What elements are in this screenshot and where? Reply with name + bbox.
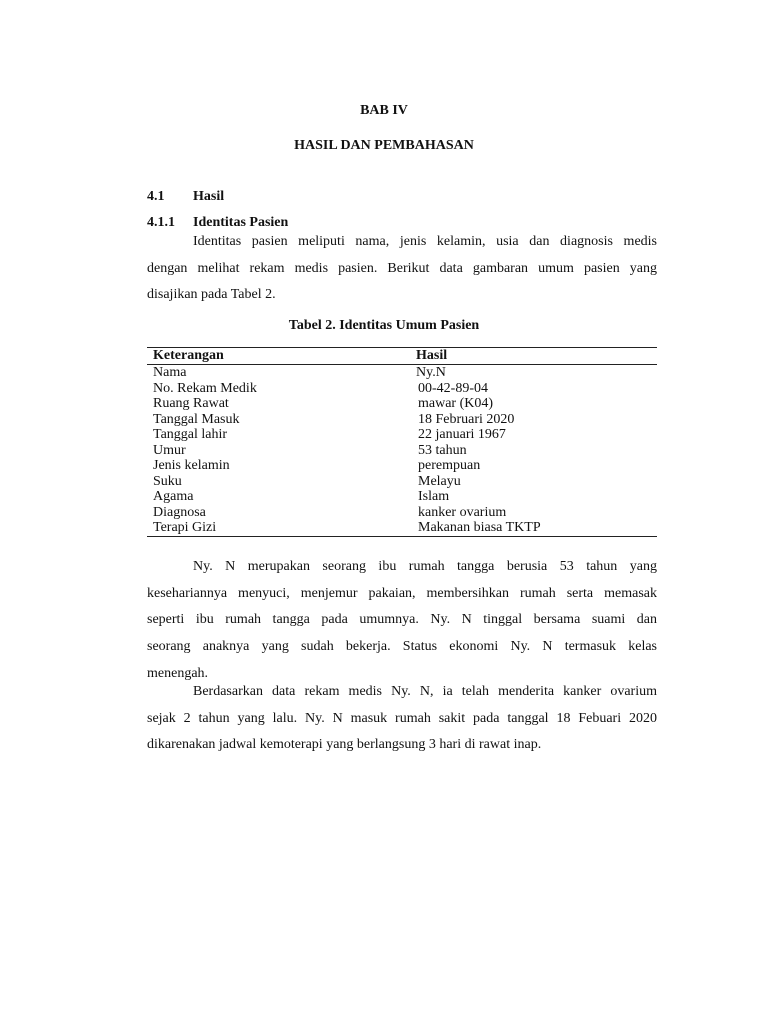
table-row	[147, 427, 657, 443]
table-cell-label: Diagnosa	[153, 504, 206, 520]
paragraph-line: dengan melihat rekam medis pasien. Berikut data gambaran umum pasien yang	[147, 260, 657, 276]
table-header-row	[147, 348, 657, 365]
paragraph-line: Berdasarkan data rekam medis Ny. N, ia telah menderita kanker ovarium	[193, 684, 657, 699]
paragraph-line: dikarenakan jadwal kemoterapi yang berlangsung 3 hari di rawat inap.	[147, 737, 542, 753]
table-row	[147, 412, 657, 428]
intro-paragraph	[147, 229, 657, 309]
table-cell-value: Ny.N	[416, 365, 446, 380]
table-cell-label: Nama	[153, 365, 187, 380]
table-cell-value: 22 januari 1967	[418, 427, 506, 442]
paragraph-1	[147, 554, 657, 687]
table-cell-label: No. Rekam Medik	[153, 380, 257, 396]
table-row	[147, 520, 657, 536]
table-row	[147, 489, 657, 505]
table-cell-label: Agama	[153, 489, 194, 504]
table-cell-label: Suku	[153, 473, 182, 489]
table-row	[147, 396, 657, 412]
table-cell-value: Makanan biasa TKTP	[410, 520, 657, 536]
table-cell-value: 00-42-89-04	[418, 380, 488, 396]
table-cell-value: perempuan	[418, 458, 481, 473]
table-row	[147, 474, 657, 490]
chapter-title: HASIL DAN PEMBAHASAN	[294, 138, 474, 153]
patient-identity-table	[147, 347, 657, 537]
table-cell-value: Islam	[418, 489, 450, 504]
table-cell-value: kanker ovarium	[418, 504, 507, 520]
paragraph-line: seorang anaknya yang sudah bekerja. Status ekonomi Ny. N termasuk kelas	[147, 639, 657, 655]
table-cell-value: 18 Februari 2020	[418, 411, 515, 427]
section-title: Hasil	[193, 189, 225, 204]
table-cell-value: 53 tahun	[418, 442, 467, 458]
paragraph-line: disajikan pada Tabel 2.	[147, 287, 276, 303]
table-row	[147, 381, 657, 397]
table-cell-value: Melayu	[418, 473, 461, 489]
table-caption: Tabel 2. Identitas Umum Pasien	[288, 318, 480, 333]
table-row	[147, 505, 657, 521]
paragraph-line: seperti ibu rumah tangga pada umumnya. Ny. N tinggal bersama suami dan	[147, 612, 657, 628]
section-number: 4.1	[147, 189, 165, 204]
table-header-cell: Keterangan	[147, 348, 410, 365]
table-row	[147, 458, 657, 474]
paragraph-2	[147, 679, 657, 759]
table-cell-label: Terapi Gizi	[147, 520, 410, 536]
table-cell-label: Umur	[153, 442, 186, 458]
table-row	[147, 443, 657, 459]
subsection-number: 4.1.1	[147, 215, 175, 230]
chapter-heading: BAB IV	[360, 103, 408, 118]
table-cell-label: Jenis kelamin	[153, 458, 230, 473]
table-cell-label: Ruang Rawat	[153, 396, 229, 411]
paragraph-line: Identitas pasien meliputi nama, jenis kelamin, usia dan diagnosis medis	[193, 234, 657, 249]
paragraph-line: Ny. N merupakan seorang ibu rumah tangga berusia 53 tahun yang	[193, 559, 657, 574]
table-header-cell: Hasil	[410, 348, 657, 365]
table-cell-label: Tanggal Masuk	[153, 411, 240, 427]
table-cell-label: Tanggal lahir	[153, 427, 228, 442]
paragraph-line: menengah.	[147, 665, 209, 681]
subsection-title: Identitas Pasien	[193, 215, 289, 230]
paragraph-line: kesehariannya menyuci, menjemur pakaian, membersihkan rumah serta memasak	[147, 585, 657, 601]
table-row	[147, 365, 657, 381]
table-cell-value: mawar (K04)	[418, 396, 494, 411]
paragraph-line: sejak 2 tahun yang lalu. Ny. N masuk rumah sakit pada tanggal 18 Febuari 2020	[147, 710, 657, 726]
